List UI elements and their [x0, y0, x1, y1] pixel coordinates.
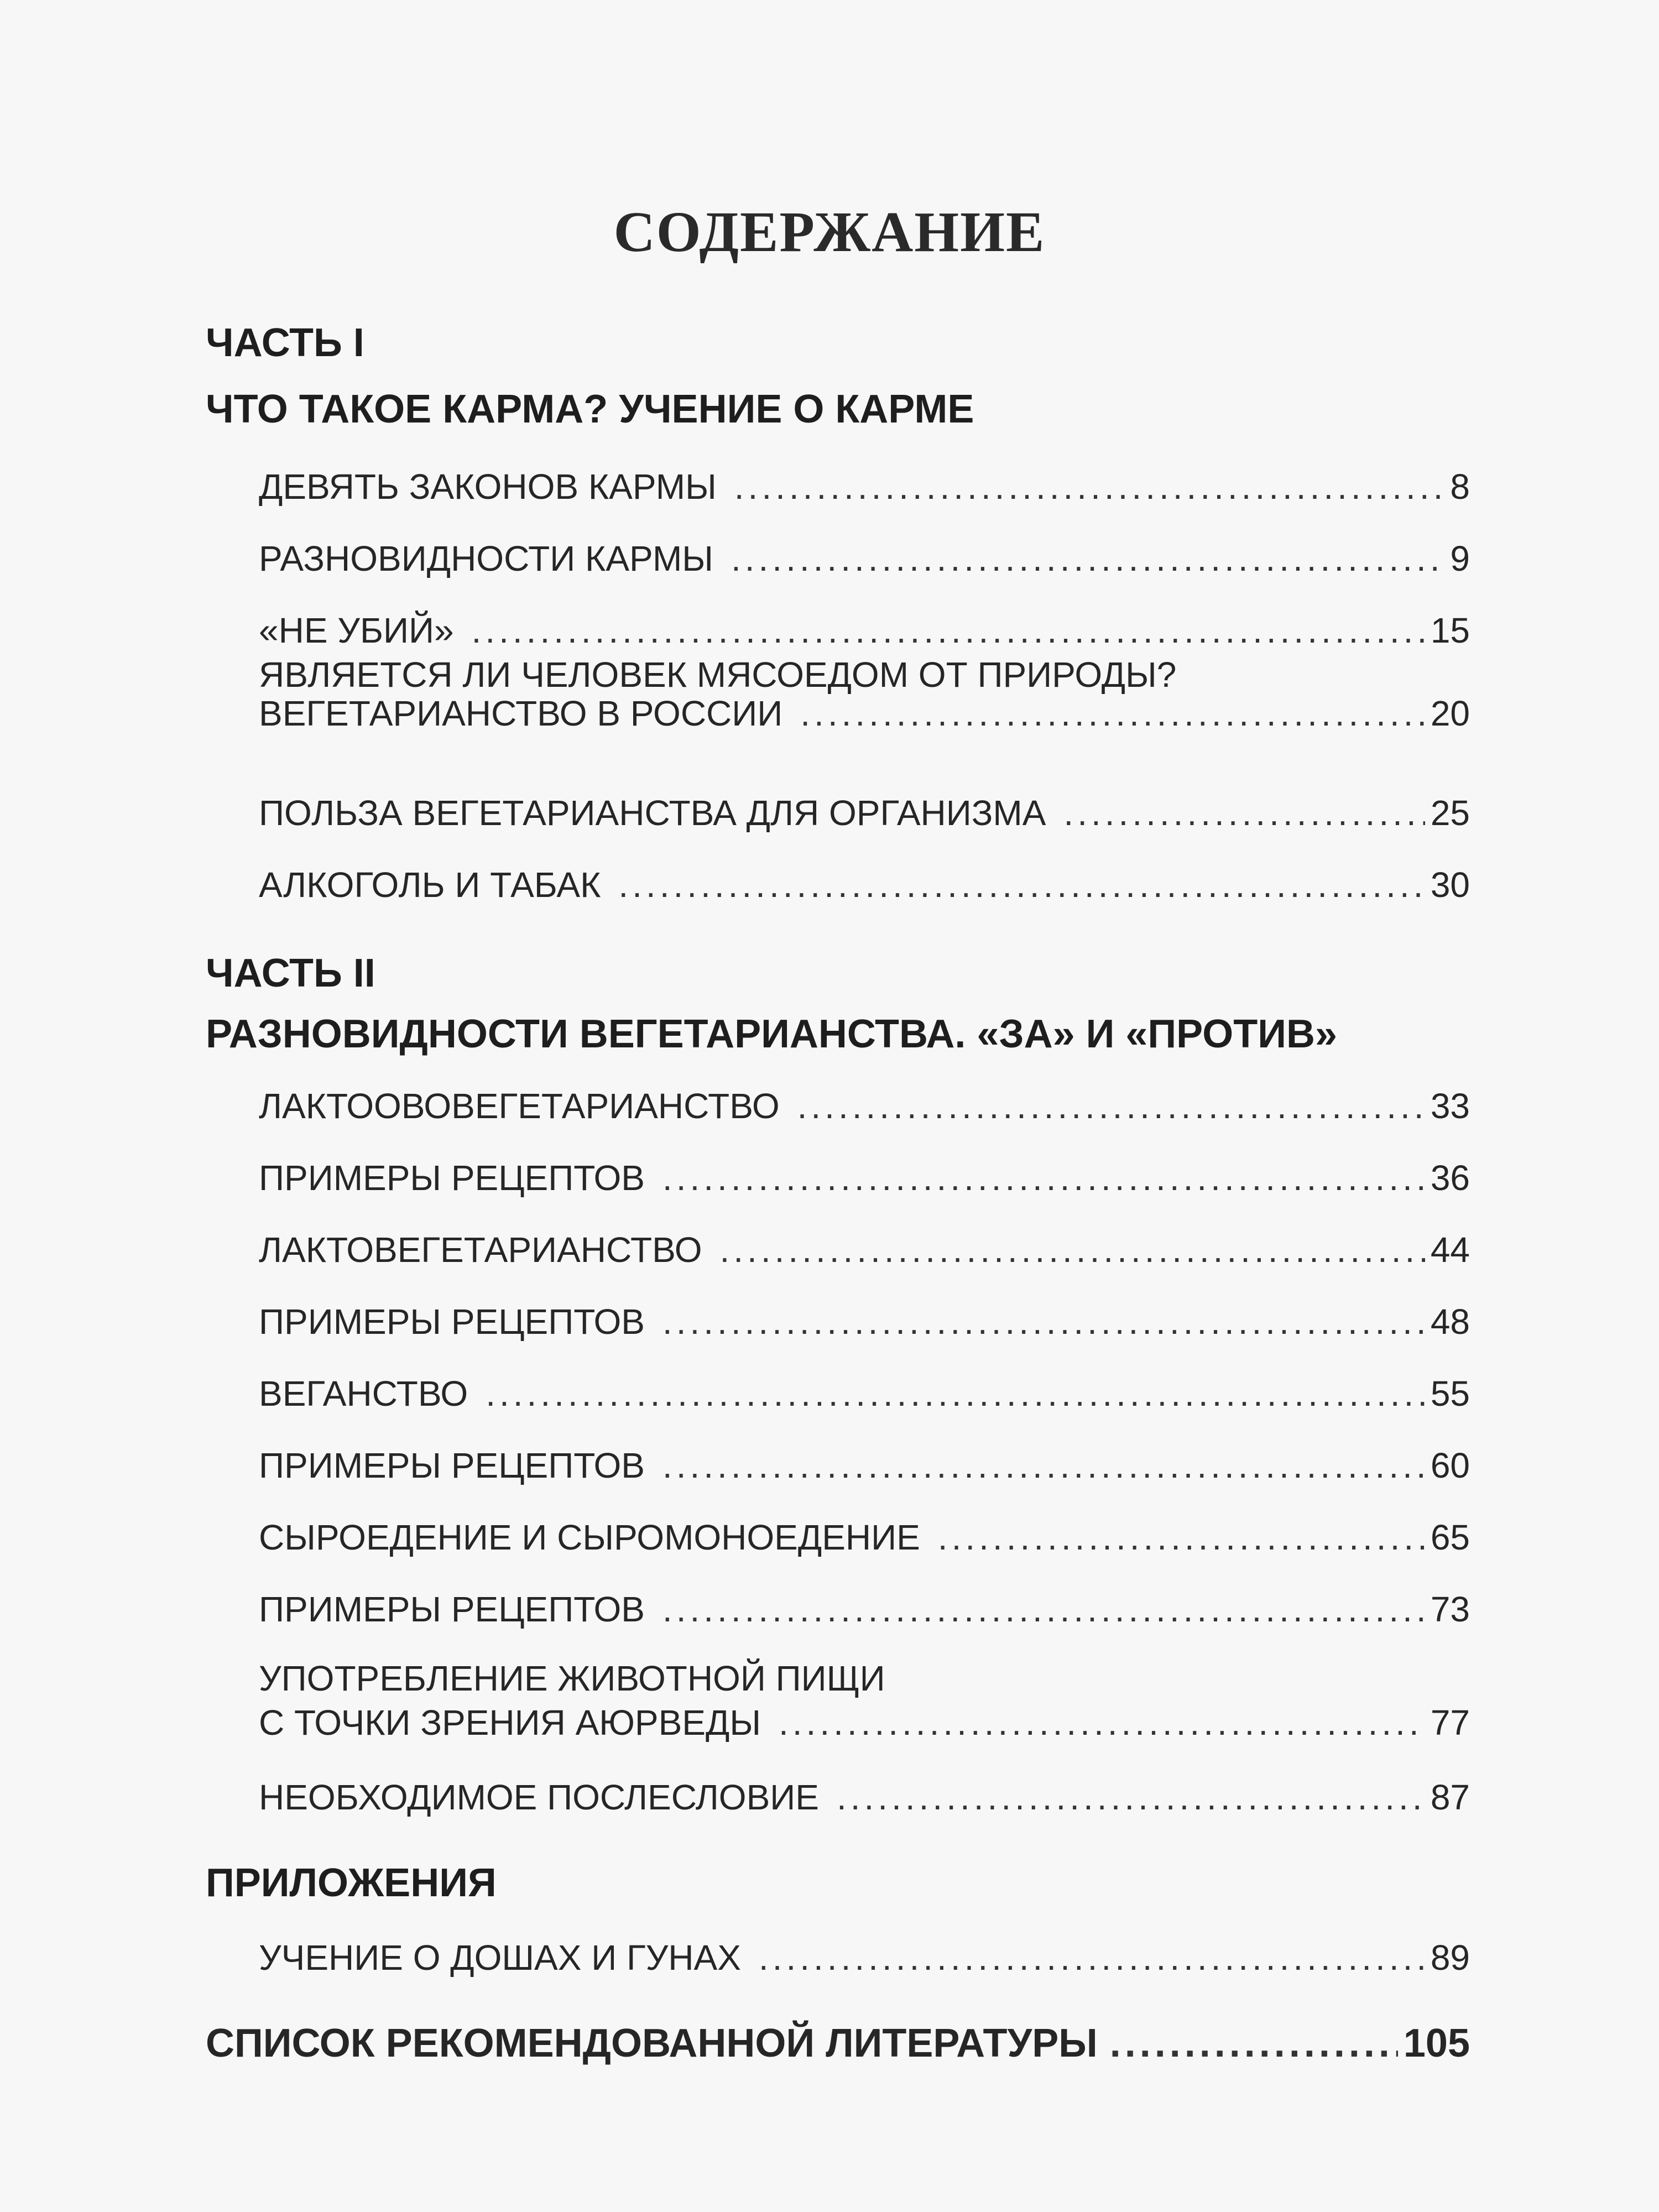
- toc-entry-page: 48: [1430, 1302, 1470, 1342]
- toc-entry[interactable]: [259, 608, 1470, 653]
- toc-entry-label: ДЕВЯТЬ ЗАКОНОВ КАРМЫ: [259, 467, 717, 507]
- toc-entry-label: УЧЕНИЕ О ДОШАХ И ГУНАХ: [259, 1938, 741, 1978]
- dot-leader: [797, 1084, 1425, 1128]
- toc-entry-label: ПРИМЕРЫ РЕЦЕПТОВ: [259, 1589, 645, 1629]
- toc-entry-label: ВЕГАНСТВО: [259, 1374, 468, 1413]
- toc-entry-label: СЫРОЕДЕНИЕ И СЫРОМОНОЕДЕНИЕ: [259, 1517, 920, 1557]
- toc-entry[interactable]: [259, 1656, 1470, 1745]
- toc-entry-page: 44: [1430, 1230, 1470, 1270]
- toc-entry[interactable]: [259, 1156, 1470, 1200]
- bibliography-entry[interactable]: [206, 2021, 1470, 2065]
- toc-entry-label: РАЗНОВИДНОСТИ КАРМЫ: [259, 539, 713, 578]
- toc-entry[interactable]: [259, 1300, 1470, 1344]
- dot-leader: [1063, 791, 1425, 835]
- toc-entry-page: 60: [1430, 1446, 1470, 1485]
- toc-entry-page: 8: [1450, 467, 1470, 507]
- dot-leader: [734, 465, 1445, 509]
- toc-entry-label: ПРИМЕРЫ РЕЦЕПТОВ: [259, 1446, 645, 1485]
- toc-entry-page: 77: [1430, 1703, 1470, 1743]
- toc-entry[interactable]: [259, 863, 1470, 907]
- toc-entry[interactable]: [259, 1371, 1470, 1416]
- dot-leader: [1110, 2021, 1398, 2065]
- toc-entry-page: 25: [1430, 793, 1470, 833]
- toc-entry-page: 15: [1430, 611, 1470, 650]
- toc-entry[interactable]: [259, 1228, 1470, 1272]
- part-1-title: ЧТО ТАКОЕ КАРМА? УЧЕНИЕ О КАРМЕ: [206, 387, 974, 431]
- dot-leader: [662, 1156, 1425, 1200]
- toc-entry[interactable]: [259, 1515, 1470, 1559]
- toc-entry-label-line-1: УПОТРЕБЛЕНИЕ ЖИВОТНОЙ ПИЩИ: [259, 1658, 885, 1698]
- appendix-title: ПРИЛОЖЕНИЯ: [206, 1861, 497, 1905]
- toc-entry-label: ВЕГЕТАРИАНСТВО В РОССИИ: [259, 693, 783, 733]
- dot-leader: [618, 863, 1425, 907]
- dot-leader: [800, 691, 1425, 735]
- dot-leader: [779, 1700, 1425, 1745]
- toc-entry-page: 36: [1430, 1158, 1470, 1198]
- toc-entry[interactable]: [259, 791, 1470, 835]
- toc-entry[interactable]: [259, 536, 1470, 581]
- toc-entry-label-line-1: ЯВЛЯЕТСЯ ЛИ ЧЕЛОВЕК МЯСОЕДОМ ОТ ПРИРОДЫ?: [259, 655, 1177, 695]
- dot-leader: [759, 1936, 1425, 1980]
- toc-entry-label: С ТОЧКИ ЗРЕНИЯ АЮРВЕДЫ: [259, 1703, 761, 1743]
- toc-entry-page: 89: [1430, 1938, 1470, 1978]
- toc-entry-label: АЛКОГОЛЬ И ТАБАК: [259, 865, 601, 905]
- dot-leader: [731, 536, 1444, 581]
- toc-entry-label: ПРИМЕРЫ РЕЦЕПТОВ: [259, 1158, 645, 1198]
- part-2-title: РАЗНОВИДНОСТИ ВЕГЕТАРИАНСТВА. «ЗА» И «ПРОТИВ»: [206, 1012, 1338, 1056]
- bibliography-label: СПИСОК РЕКОМЕНДОВАННОЙ ЛИТЕРАТУРЫ: [206, 2021, 1098, 2065]
- toc-entry-page: 20: [1430, 693, 1470, 733]
- toc-entry-page: 65: [1430, 1517, 1470, 1557]
- toc-entry-label: НЕОБХОДИМОЕ ПОСЛЕСЛОВИЕ: [259, 1777, 819, 1817]
- toc-entry-page: 55: [1430, 1374, 1470, 1413]
- toc-entry-page: 33: [1430, 1086, 1470, 1126]
- dot-leader: [662, 1443, 1425, 1488]
- toc-entry[interactable]: [259, 1443, 1470, 1488]
- toc-entry-label: ЛАКТООВОВЕГЕТАРИАНСТВО: [259, 1086, 780, 1126]
- toc-entry[interactable]: [259, 1936, 1470, 1980]
- toc-entry-label: «НЕ УБИЙ»: [259, 611, 454, 650]
- toc-entry-page: 9: [1450, 539, 1470, 578]
- toc-entry[interactable]: [259, 465, 1470, 509]
- toc-entry[interactable]: [259, 653, 1470, 735]
- toc-entry[interactable]: [259, 1775, 1470, 1819]
- bibliography-page: 105: [1403, 2021, 1470, 2065]
- dot-leader: [662, 1300, 1425, 1344]
- toc-entry[interactable]: [259, 1084, 1470, 1128]
- toc-entry-page: 73: [1430, 1589, 1470, 1629]
- page-title: СОДЕРЖАНИЕ: [613, 200, 1046, 264]
- toc-entry-page: 87: [1430, 1777, 1470, 1817]
- toc-entry-page: 30: [1430, 865, 1470, 905]
- dot-leader: [837, 1775, 1425, 1819]
- part-1-label: ЧАСТЬ I: [206, 321, 364, 365]
- toc-entry-label: ЛАКТОВЕГЕТАРИАНСТВО: [259, 1230, 702, 1270]
- toc-entry-label: ПОЛЬЗА ВЕГЕТАРИАНСТВА ДЛЯ ОРГАНИЗМА: [259, 793, 1046, 833]
- part-2-label: ЧАСТЬ II: [206, 951, 375, 995]
- dot-leader: [719, 1228, 1425, 1272]
- toc-entry[interactable]: [259, 1587, 1470, 1631]
- dot-leader: [486, 1371, 1425, 1416]
- dot-leader: [938, 1515, 1425, 1559]
- dot-leader: [662, 1587, 1425, 1631]
- toc-entry-label: ПРИМЕРЫ РЕЦЕПТОВ: [259, 1302, 645, 1342]
- dot-leader: [472, 608, 1425, 653]
